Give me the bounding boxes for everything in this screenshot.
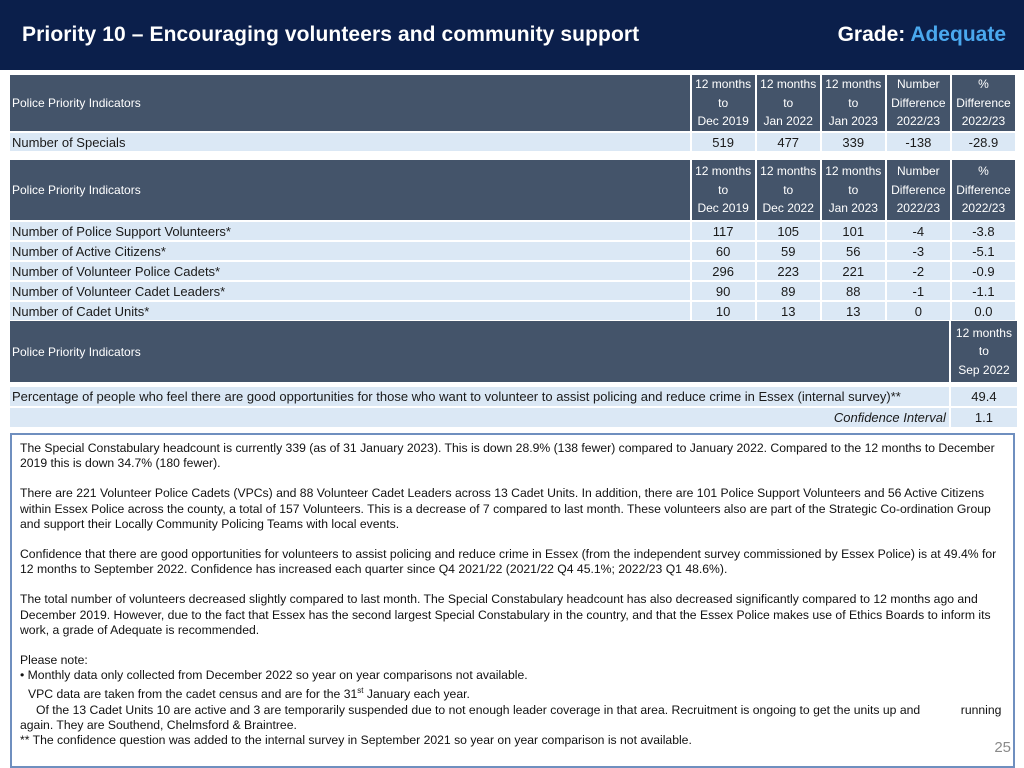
paragraph: The total number of volunteers decreased slightly compared to last month. The Special Constabulary headcount has also decreased significantly compared to 12 months ago and December 2019. However, due to the fact that Essex has the second largest Special Constabulary in the country, and that the Essex Police makes use of Ethics Boards to inform its work, a grade of Adequate is recommended.: [20, 592, 991, 637]
value-cell: 89: [757, 282, 820, 300]
value-cell: -2: [887, 262, 950, 280]
confidence-table: [8, 319, 1019, 429]
value-cell: -3.8: [952, 222, 1015, 240]
value-cell: 101: [822, 222, 885, 240]
value-cell: -1: [887, 282, 950, 300]
value-cell: 223: [757, 262, 820, 280]
header-cell: % Difference 2022/23: [952, 75, 1015, 131]
value-cell: 0: [887, 302, 950, 320]
grade-value: Adequate: [910, 23, 1006, 46]
specials-table: [8, 73, 1017, 153]
table-row: [10, 408, 1017, 427]
value-cell: -4: [887, 222, 950, 240]
value-cell: 296: [692, 262, 755, 280]
value-cell: 10: [692, 302, 755, 320]
indicator-label: Percentage of people who feel there are good opportunities for those who want to volunteer to assist policing and reduce crime in Essex (internal survey)**: [10, 387, 949, 406]
value-cell: -28.9: [952, 133, 1015, 151]
header-cell: Number Difference 2022/23: [887, 160, 950, 220]
paragraph: There are 221 Volunteer Police Cadets (VPCs) and 88 Volunteer Cadet Leaders across 13 Cadet Units. In addition, there are 101 Police Support Volunteers and 56 Active Citizens within Essex Police across the county, a total of 157 Volunteers. This is a decrease of 7 compared to last month. These volunteers also are part of the Strategic Co-ordination Group and support their Locally Community Policing Teams with local events.: [20, 486, 991, 531]
header-cell: 12 months to Sep 2022: [951, 321, 1017, 382]
grade-badge: [838, 23, 1006, 47]
table-row: [10, 133, 1015, 151]
value-cell: 60: [692, 242, 755, 260]
value-cell: 59: [757, 242, 820, 260]
header-cell: 12 months to Jan 2023: [822, 75, 885, 131]
note-item: Of the 13 Cadet Units 10 are active and 3 are temporarily suspended due to not enough leader coverage in that area. Recruitment is ongoing to get the units up and running again. They are Southend, Chelmsford & Braintree.: [20, 702, 1005, 732]
confidence-interval-label: Confidence Interval: [10, 408, 949, 427]
header-cell: 12 months to Jan 2022: [757, 75, 820, 131]
value-cell: 105: [757, 222, 820, 240]
indicator-label: Number of Police Support Volunteers*: [10, 222, 690, 240]
table-row: [10, 387, 1017, 406]
value-cell: 339: [822, 133, 885, 151]
table-row: [10, 282, 1015, 300]
note-heading: Please note:: [20, 653, 88, 668]
paragraph: The Special Constabulary headcount is currently 339 (as of 31 January 2023). This is down 28.9% (138 fewer) compared to January 2022. Compared to the 12 months to December 2019 this is down 34.7% (180 fewer).: [20, 441, 995, 471]
table-header-row: [10, 75, 1015, 131]
value-cell: -1.1: [952, 282, 1015, 300]
page-number: 25: [994, 739, 1011, 756]
value-cell: 90: [692, 282, 755, 300]
value-cell: 117: [692, 222, 755, 240]
table-header-row: [10, 160, 1015, 220]
note-item: ** The confidence question was added to the internal survey in September 2021 so year on year comparison is not available.: [20, 733, 692, 748]
value-cell: 13: [757, 302, 820, 320]
page-title: Priority 10 – Encouraging volunteers and community support: [22, 23, 640, 46]
table-row: [10, 242, 1015, 260]
grade-label: Grade:: [837, 23, 911, 46]
value-cell: 0.0: [952, 302, 1015, 320]
indicator-label: Number of Specials: [10, 133, 690, 151]
note-item: VPC data are taken from the cadet census and are for the 31st January each year.: [28, 686, 470, 702]
header-cell: 12 months to Dec 2019: [692, 75, 755, 131]
indicator-label: Number of Cadet Units*: [10, 302, 690, 320]
value-cell: -138: [887, 133, 950, 151]
header-cell: 12 months to Dec 2022: [757, 160, 820, 220]
indicator-label: Number of Volunteer Police Cadets*: [10, 262, 690, 280]
indicator-label: Number of Active Citizens*: [10, 242, 690, 260]
table-row: [10, 302, 1015, 320]
indicator-label: Number of Volunteer Cadet Leaders*: [10, 282, 690, 300]
value-cell: 519: [692, 133, 755, 151]
volunteers-table: [8, 158, 1017, 322]
commentary-box: [10, 433, 1015, 768]
note-item: • Monthly data only collected from December 2022 so year on year comparisons not available.: [20, 668, 528, 683]
confidence-interval-value: 1.1: [951, 408, 1017, 427]
value-cell: 88: [822, 282, 885, 300]
value-cell: 49.4: [951, 387, 1017, 406]
header-cell: % Difference 2022/23: [952, 160, 1015, 220]
table-row: [10, 262, 1015, 280]
value-cell: -3: [887, 242, 950, 260]
value-cell: 13: [822, 302, 885, 320]
header-cell: Police Priority Indicators: [10, 75, 690, 131]
value-cell: 477: [757, 133, 820, 151]
value-cell: -5.1: [952, 242, 1015, 260]
header-cell: 12 months to Jan 2023: [822, 160, 885, 220]
title-banner: [0, 0, 1024, 70]
paragraph: Confidence that there are good opportunities for volunteers to assist policing and reduce crime in Essex (from the independent survey commissioned by Essex Police) is at 49.4% for 12 months to September 2022. Confidence has increased each quarter since Q4 2021/22 (2021/22 Q4 45.1%; 2022/23 Q1 48.6%).: [20, 547, 997, 577]
header-cell: Police Priority Indicators: [10, 321, 949, 382]
table-header-row: [10, 321, 1017, 382]
header-cell: Number Difference 2022/23: [887, 75, 950, 131]
value-cell: -0.9: [952, 262, 1015, 280]
table-row: [10, 222, 1015, 240]
value-cell: 56: [822, 242, 885, 260]
header-cell: Police Priority Indicators: [10, 160, 690, 220]
header-cell: 12 months to Dec 2019: [692, 160, 755, 220]
value-cell: 221: [822, 262, 885, 280]
